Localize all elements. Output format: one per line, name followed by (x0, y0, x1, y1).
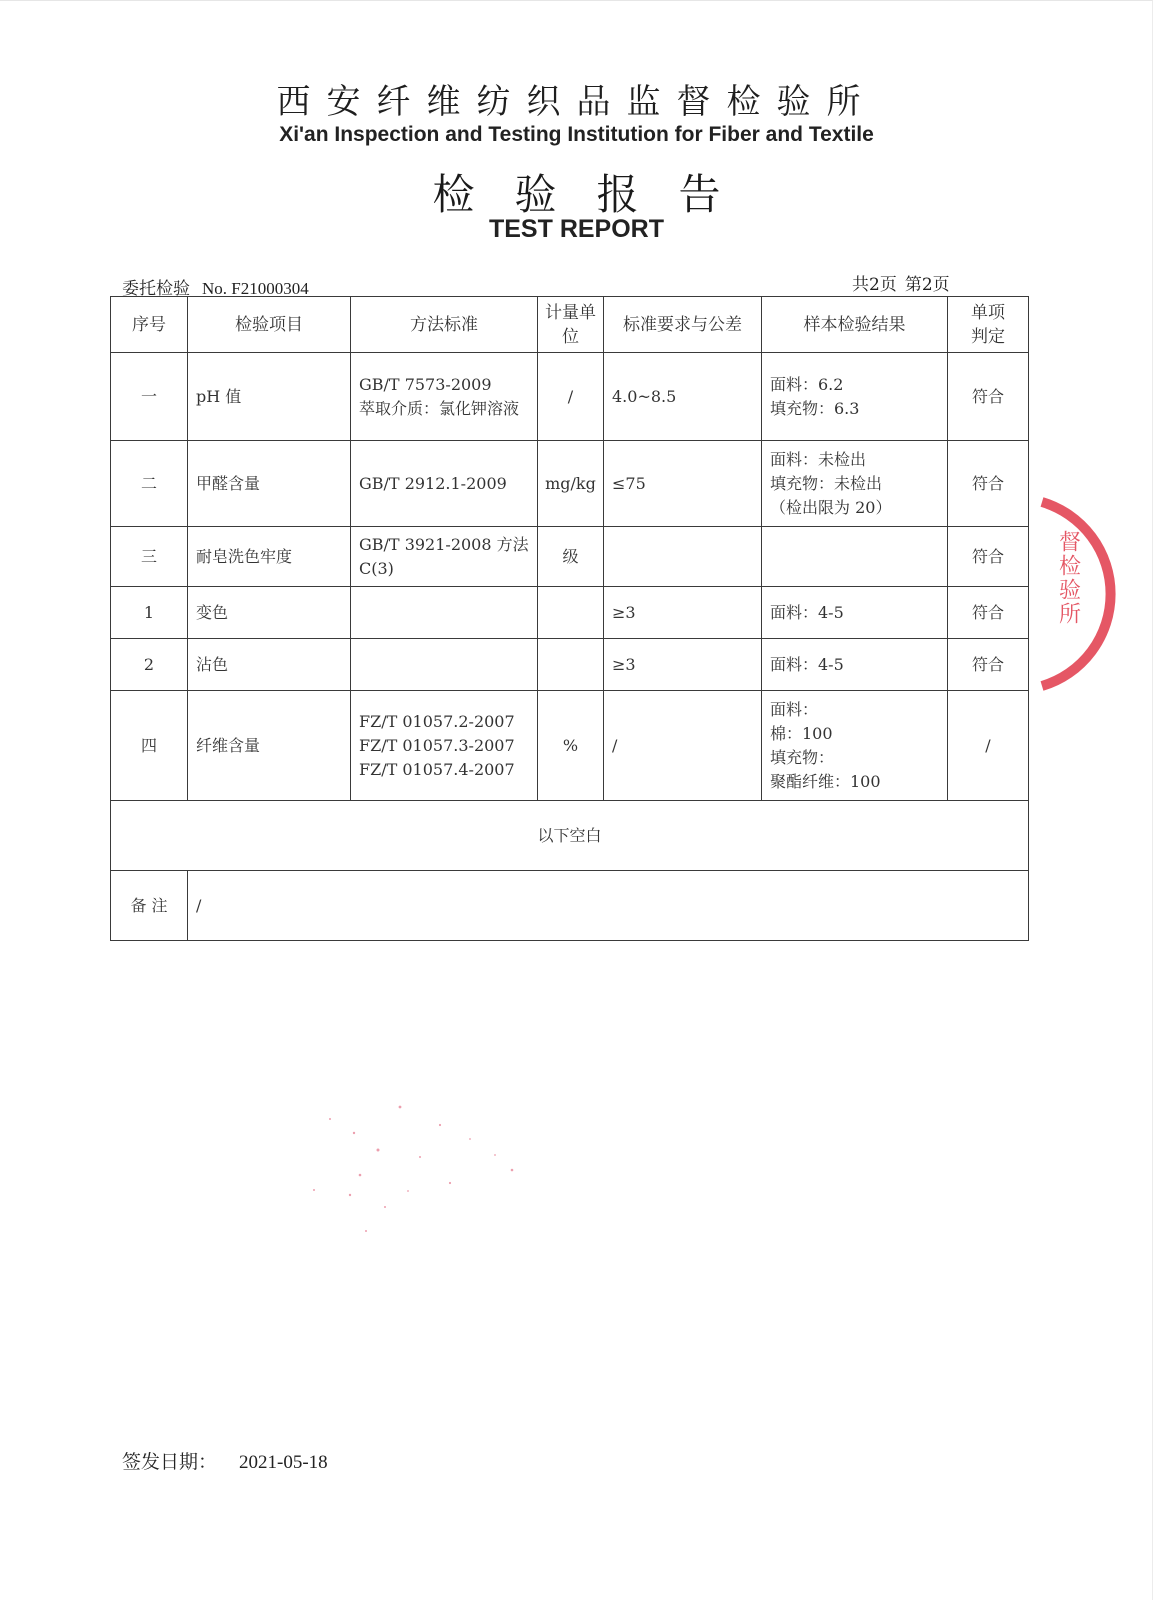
commission-label: 委托检验 (122, 279, 190, 299)
table-row (111, 691, 1029, 801)
institution-name-en: Xi'an Inspection and Testing Institution for Fiber and Textile (279, 123, 874, 146)
table-row (111, 527, 1029, 587)
judgement-cell: 符合 (948, 639, 1029, 691)
requirement-cell (604, 527, 762, 587)
issue-date: 2021-05-18 (239, 1452, 328, 1473)
unit-cell: / (538, 353, 604, 441)
item-cell: 变色 (188, 587, 351, 639)
result-line: 面料：4-5 (770, 654, 844, 674)
item-cell: 耐皂洗色牢度 (188, 527, 351, 587)
result-line: 填充物： (770, 747, 835, 767)
requirement-cell: 4.0~8.5 (604, 353, 762, 441)
result-line: 面料：未检出 (770, 449, 867, 469)
table-row (111, 587, 1029, 639)
seq-cell: 一 (111, 353, 188, 441)
test-results-table (110, 296, 1029, 941)
unit-cell (538, 587, 604, 639)
page-info (852, 270, 950, 295)
method-cell (351, 691, 538, 801)
result-line: 棉：100 (770, 723, 833, 743)
item-cell: 甲醛含量 (188, 441, 351, 527)
header-item: 检验项目 (188, 297, 351, 353)
official-seal (1028, 494, 1118, 694)
result-cell (762, 353, 948, 441)
unit-cell: % (538, 691, 604, 801)
remarks-row (111, 871, 1029, 941)
remarks-value: / (188, 871, 1029, 941)
stamp-residue (290, 1095, 530, 1245)
judgement-cell: 符合 (948, 441, 1029, 527)
method-cell (351, 353, 538, 441)
result-cell (762, 691, 948, 801)
header-judgement: 单项判定 (948, 297, 1029, 353)
issue-date-line (122, 1447, 328, 1474)
item-cell: pH 值 (188, 353, 351, 441)
issue-date-label: 签发日期： (122, 1451, 218, 1473)
blank-row (111, 801, 1029, 871)
blank-note: 以下空白 (111, 801, 1029, 871)
requirement-cell: / (604, 691, 762, 801)
judgement-cell: 符合 (948, 353, 1029, 441)
method-line: GB/T 7573-2009 (359, 374, 492, 394)
report-title-en: TEST REPORT (488, 215, 664, 243)
header-requirement: 标准要求与公差 (604, 297, 762, 353)
total-pages: 共2页 (852, 275, 897, 295)
method-cell (351, 587, 538, 639)
header-unit: 计量单位 (538, 297, 604, 353)
current-page: 第2页 (904, 275, 950, 295)
judgement-cell: / (948, 691, 1029, 801)
result-line: 填充物：未检出 (770, 473, 883, 493)
seq-cell: 三 (111, 527, 188, 587)
header-result: 样本检验结果 (762, 297, 948, 353)
requirement-cell: ≥3 (604, 587, 762, 639)
item-cell: 纤维含量 (188, 691, 351, 801)
seq-cell: 1 (111, 587, 188, 639)
method-line: GB/T 3921-2008 方法 C(3) (359, 534, 529, 578)
seq-cell: 2 (111, 639, 188, 691)
header-seq: 序号 (111, 297, 188, 353)
result-line: 面料：4-5 (770, 602, 844, 622)
result-line: 面料： (770, 699, 819, 719)
judgement-cell: 符合 (948, 527, 1029, 587)
seal-text: 督检验所 (1055, 530, 1081, 626)
item-cell: 沾色 (188, 639, 351, 691)
table-row (111, 353, 1029, 441)
result-cell (762, 441, 948, 527)
method-line: GB/T 2912.1-2009 (359, 473, 507, 493)
seq-cell: 四 (111, 691, 188, 801)
report-number: No. F21000304 (202, 279, 309, 298)
method-line: FZ/T 01057.2-2007 (359, 711, 515, 731)
method-cell (351, 527, 538, 587)
result-line: （检出限为 20） (770, 497, 892, 517)
result-cell (762, 587, 948, 639)
result-line: 聚酯纤维：100 (770, 771, 881, 791)
result-line: 面料：6.2 (770, 374, 844, 394)
result-cell (762, 527, 948, 587)
seq-cell: 二 (111, 441, 188, 527)
method-line: FZ/T 01057.3-2007 (359, 735, 515, 755)
header-method: 方法标准 (351, 297, 538, 353)
method-line: FZ/T 01057.4-2007 (359, 759, 515, 779)
report-title-cn: 检验报告 (432, 170, 761, 219)
remarks-label: 备 注 (111, 871, 188, 941)
result-cell (762, 639, 948, 691)
unit-cell (538, 639, 604, 691)
institution-name-cn: 西安纤维纺织品监督检验所 (276, 82, 877, 122)
method-cell (351, 639, 538, 691)
method-cell (351, 441, 538, 527)
method-line: 萃取介质：氯化钾溶液 (359, 398, 520, 418)
result-line: 填充物：6.3 (770, 398, 860, 418)
unit-cell: mg/kg (538, 441, 604, 527)
table-header-row (111, 297, 1029, 353)
judgement-cell: 符合 (948, 587, 1029, 639)
table-row (111, 639, 1029, 691)
unit-cell: 级 (538, 527, 604, 587)
table-row (111, 441, 1029, 527)
requirement-cell: ≥3 (604, 639, 762, 691)
requirement-cell: ≤75 (604, 441, 762, 527)
